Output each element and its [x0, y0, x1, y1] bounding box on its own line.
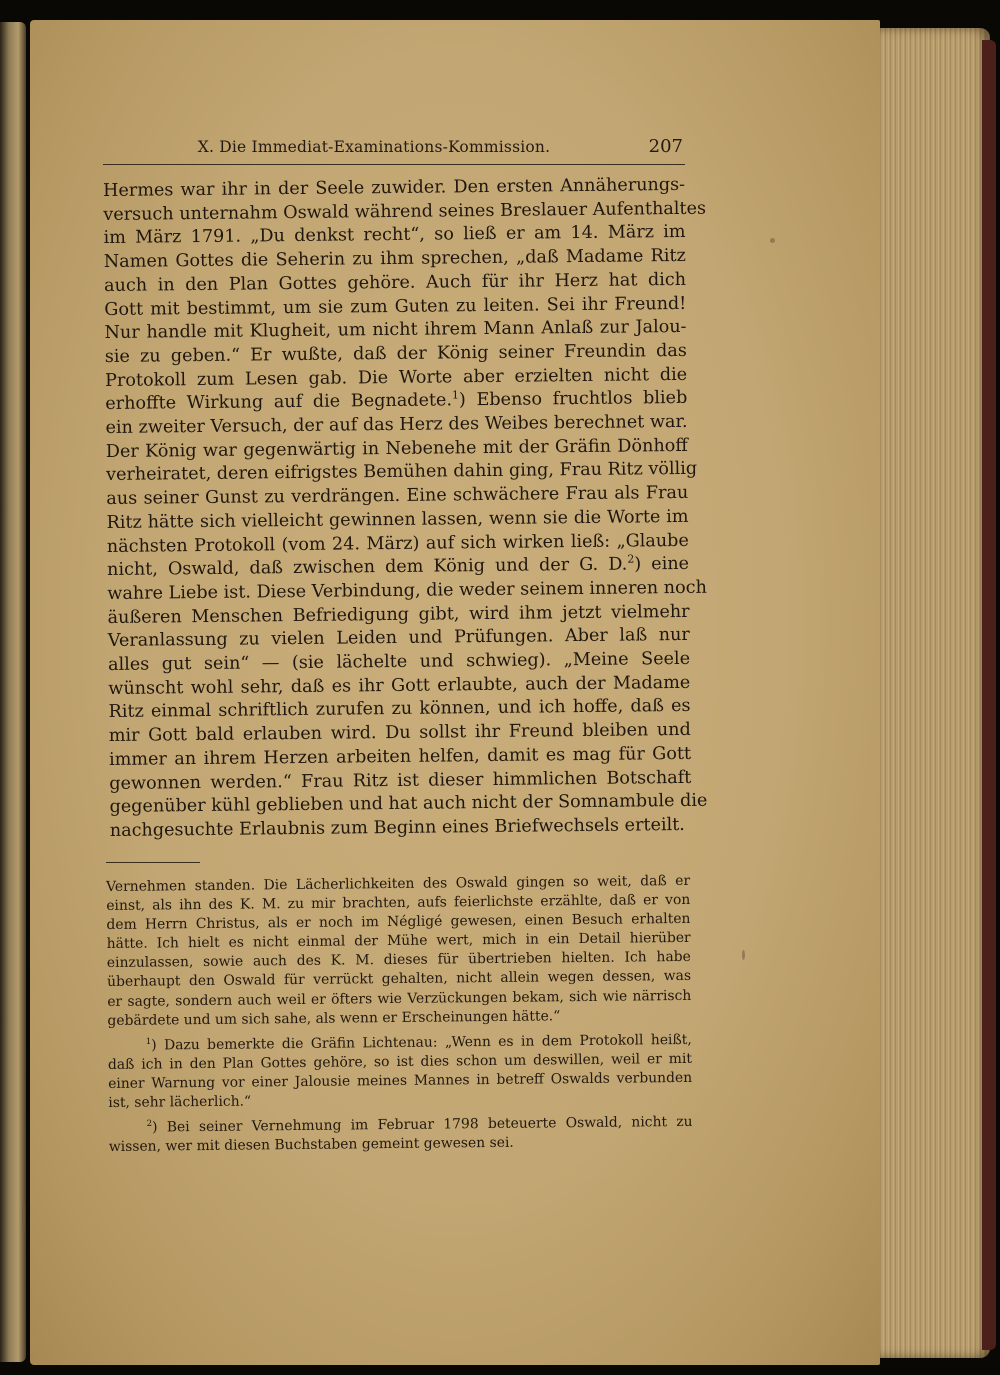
text-line: immer an ihrem Herzen arbeiten helfen, damit es mag für Gott	[108, 743, 692, 770]
text-line: erhoffte Wirkung auf die Begnadete.$^1$) Ebenso fruchtlos blieb	[105, 388, 688, 415]
text-line: nächsten Protokoll (vom 24. März) auf sich wirken ließ: „Glaube	[106, 530, 689, 557]
text-line: Ritz hätte sich vielleicht gewinnen lassen, wenn sie die Worte im	[106, 506, 689, 533]
running-head	[103, 134, 685, 165]
text-line: Protokoll zum Lesen gab. Die Worte aber erzielten nicht die	[104, 364, 688, 391]
body-text	[103, 174, 708, 844]
text-line: Nur handle mit Klugheit, um nicht ihrem Mann Anlaß zur Jalou-	[104, 317, 687, 344]
text-line: gewonnen werden.“ Frau Ritz ist dieser himmlichen Botschaft	[109, 767, 692, 794]
text-line: versuch unternahm Oswald während seines Breslauer Aufenthaltes	[103, 198, 707, 225]
text-line: Hermes war ihr in der Seele zuwider. Den ersten Annäherungs-	[103, 174, 686, 201]
text-fragment: Ebenso fruchtlos blieb	[476, 388, 688, 411]
text-line: nachgesuchte Erlaubnis zum Beginn eines Briefwechsels erteilt.	[109, 814, 685, 841]
text-line: nicht, Oswald, daß zwischen dem König und der G. D.$^2$) eine	[106, 552, 690, 581]
text-line: aus seiner Gunst zu verdrängen. Eine schwächere Frau als Frau	[106, 483, 689, 510]
footnote-line: einer Warnung vor einer Jalousie meines Mannes in betreff Oswalds verbunden	[108, 1069, 693, 1092]
text-line: Der König war gegenwärtig in Nebenehe mit der Gräfin Dönhoff	[105, 435, 688, 462]
text-fragment: ) Dazu bemerkte die Gräfin Lichtenau: „Wenn es in dem Protokoll heißt,	[151, 1031, 692, 1054]
footnote-ref: 1	[451, 388, 459, 402]
footnote-line: wissen, wer mit diesen Buchstaben gemeint gewesen sei.	[108, 1134, 514, 1156]
footnote-line: dem Herrn Christus, als er noch im Négligé gewesen, einen Besuch erhalten	[106, 911, 691, 934]
text-line: Gott mit bestimmt, um sie zum Guten zu leiten. Sei ihr Freund!	[104, 293, 687, 320]
text-line: ein zweiter Versuch, der auf das Herz des Weibes berechnet war.	[105, 411, 688, 439]
text-line: Namen Gottes die Seherin zu ihm sprechen, „daß Madame Ritz	[103, 246, 686, 273]
text-line: Veranlassung zu vielen Leiden und Prüfungen. Aber laß nur	[107, 625, 690, 652]
text-line: im März 1791. „Du denkst recht“, so ließ er am 14. März im	[103, 222, 686, 249]
page-number: 207	[648, 136, 683, 157]
footnote-marker: 2	[146, 1119, 153, 1130]
footnote-line: Vernehmen standen. Die Lächerlichkeiten des Oswald gingen so weit, daß er	[106, 872, 691, 895]
text-line: äußeren Menschen Befriedigung gibt, wird ihm jetzt vielmehr	[107, 601, 690, 628]
book-cover-edge	[982, 40, 996, 1350]
paper-speck	[742, 950, 745, 960]
text-line: verheiratet, deren eifrigstes Bemühen dahin ging, Frau Ritz völlig	[105, 459, 698, 486]
text-fragment: ) Bei seiner Vernehmung im Februar 1798 beteuerte Oswald, nicht zu	[152, 1113, 693, 1136]
chapter-heading: X. Die Immediat-Examinations-Kommission.	[197, 138, 551, 156]
footnote-line: daß ich in den Plan Gottes gehöre, so ist dies schon um deswillen, weil er mit	[107, 1050, 693, 1073]
footnote-marker: 1	[145, 1036, 152, 1047]
footnote-line: überhaupt den Oswald für verrückt gehalten, nicht allein wegen dessen, was	[107, 968, 692, 991]
left-page-edge	[0, 22, 26, 1362]
footnote-1	[108, 1031, 693, 1113]
footnote-line: gebärdete und um sich sahe, als wenn er Erscheinungen hätte.“	[107, 1007, 561, 1029]
footnote-line: hätte. Ich hielt es nicht einmal der Mühe wert, mich in ein Detail hierüber	[106, 930, 691, 953]
footnote-line: einst, als ihn des K. M. zu mir brachten, aufs feierlichste erzählte, daß er von	[106, 891, 691, 915]
text-line: Ritz einmal schriftlich zurufen zu können, und ich hoffe, daß es	[108, 696, 691, 723]
footnote-continuation	[106, 872, 692, 1031]
text-line: alles gut sein“ — (sie lächelte und schwieg). „Meine Seele	[107, 648, 691, 676]
text-fragment: eine	[651, 554, 690, 575]
text-fragment: erhoffte Wirkung auf die Begnadete.	[105, 390, 453, 415]
footnote-line: er sagte, sondern auch weil er öfters wie Verzückungen bekam, sich wie närrisch	[107, 987, 692, 1010]
text-line: wünscht wohl sehr, daß es ihr Gott erlaubte, auch der Madame	[108, 672, 691, 699]
text-line: gegenüber kühl geblieben und hat auch nicht der Somnambule die	[109, 790, 708, 818]
footnotes	[106, 872, 693, 1163]
text-line: auch in den Plan Gottes gehöre. Auch für ihr Herz hat dich	[104, 269, 687, 296]
text-line: wahre Liebe ist. Diese Verbindung, die weder seinem inneren noch	[107, 577, 707, 604]
footnote-line: einzulassen, sowie auch des K. M. dieses für übertrieben hielten. Ich habe	[106, 949, 691, 972]
footnote-2	[109, 1113, 693, 1157]
text-line: sie zu geben.“ Er wußte, daß der König seiner Freundin das	[104, 340, 687, 367]
paper-speck	[22, 1200, 25, 1234]
text-fragment: nicht, Oswald, daß zwischen dem König und der G. D.	[106, 554, 628, 581]
paper-speck	[770, 238, 775, 243]
text-line: mir Gott bald erlauben wird. Du sollst ihr Freund bleiben und	[108, 720, 691, 747]
footnote-line: ist, sehr lächerlich.“	[108, 1093, 252, 1112]
page-stack-edge	[872, 28, 990, 1358]
footnote-ref: 2	[627, 552, 635, 566]
footnote-divider	[106, 862, 200, 863]
